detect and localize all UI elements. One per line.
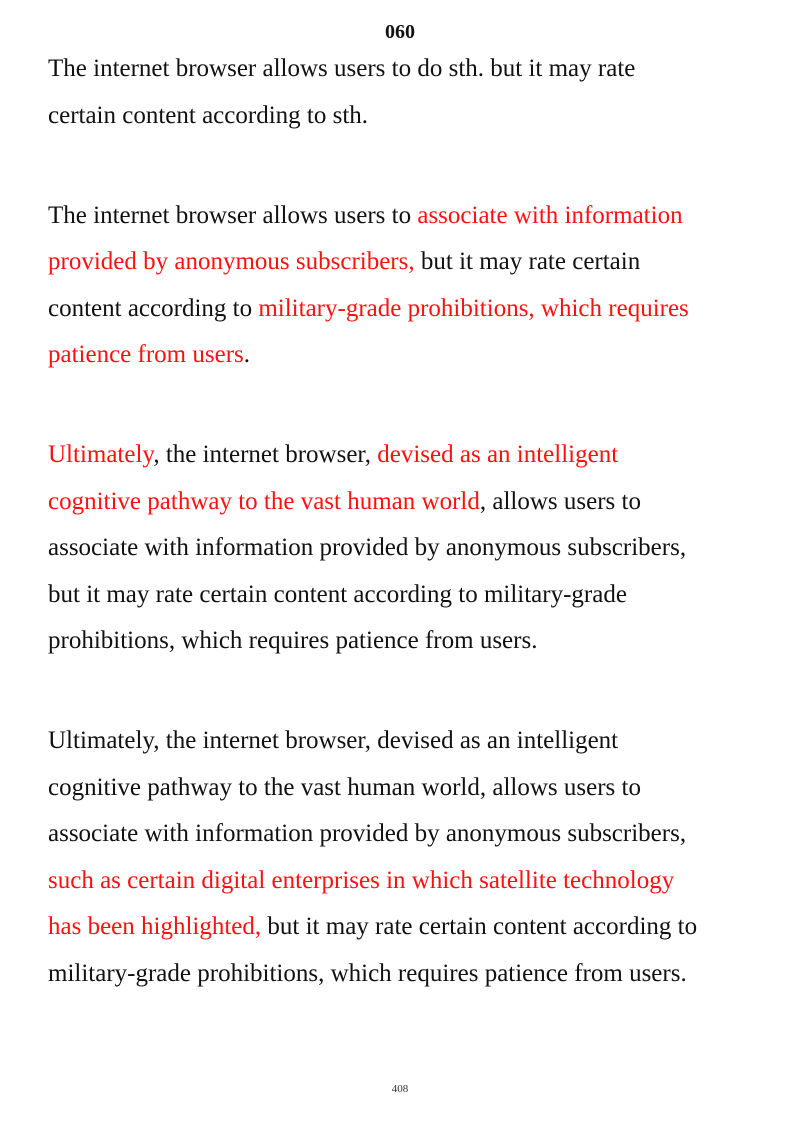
highlighted-text-run: has been highlighted, bbox=[48, 913, 262, 940]
paragraph-2 bbox=[48, 193, 768, 379]
text-line bbox=[48, 811, 768, 858]
text-run: certain content according to sth. bbox=[48, 101, 369, 129]
paragraph-3 bbox=[48, 432, 768, 665]
text-line bbox=[48, 618, 768, 665]
text-run: associate with information provided by anonymous subscribers, bbox=[48, 820, 687, 847]
text-line bbox=[48, 718, 768, 765]
text-line bbox=[48, 904, 768, 951]
paragraph-4 bbox=[48, 718, 768, 997]
paragraph-1 bbox=[48, 46, 768, 139]
highlighted-text-run: associate with information bbox=[417, 201, 683, 229]
text-line bbox=[48, 46, 768, 93]
text-run: but it may rate certain content according to bbox=[261, 913, 698, 940]
text-run: , allows users to bbox=[479, 487, 641, 515]
highlighted-text-run: military-grade prohibitions, which requires bbox=[258, 294, 689, 322]
text-run: , the internet browser, bbox=[153, 441, 378, 468]
text-run: but it may rate certain bbox=[414, 248, 641, 275]
highlighted-text-run: patience from users bbox=[48, 341, 244, 368]
page-number-footer: 408 bbox=[391, 1083, 409, 1095]
text-run: The internet browser allows users to bbox=[48, 201, 418, 229]
text-line bbox=[48, 858, 768, 905]
page-label: 060 bbox=[385, 21, 415, 43]
text-line bbox=[48, 525, 768, 572]
text-line bbox=[48, 765, 768, 812]
text-run: associate with information provided by anonymous subscribers, bbox=[48, 534, 687, 561]
text-line bbox=[48, 332, 768, 379]
document-body bbox=[48, 46, 768, 997]
highlighted-text-run: cognitive pathway to the vast human world bbox=[48, 487, 480, 515]
text-line bbox=[48, 239, 768, 286]
highlighted-text-run: devised as an intelligent bbox=[377, 441, 619, 468]
highlighted-text-run: such as certain digital enterprises in which satellite technology bbox=[48, 866, 675, 894]
text-run: . bbox=[243, 341, 251, 368]
text-line bbox=[48, 93, 768, 140]
text-run: military-grade prohibitions, which requires patience from users. bbox=[48, 959, 687, 987]
text-line bbox=[48, 286, 768, 333]
text-run: Ultimately, the internet browser, devised as an intelligent bbox=[48, 727, 619, 754]
text-run: content according to bbox=[48, 294, 259, 322]
text-run: prohibitions, which requires patience from users. bbox=[48, 627, 538, 654]
text-line bbox=[48, 479, 768, 526]
text-run: The internet browser allows users to do sth. but it may rate bbox=[48, 55, 636, 82]
text-run: cognitive pathway to the vast human world, allows users to bbox=[48, 773, 641, 801]
text-run: but it may rate certain content according to military-grade bbox=[48, 580, 627, 608]
text-line bbox=[48, 193, 768, 240]
text-line bbox=[48, 572, 768, 619]
text-line bbox=[48, 951, 768, 998]
highlighted-text-run: provided by anonymous subscribers, bbox=[48, 248, 415, 275]
text-line bbox=[48, 432, 768, 479]
highlighted-text-run: Ultimately bbox=[48, 441, 154, 468]
